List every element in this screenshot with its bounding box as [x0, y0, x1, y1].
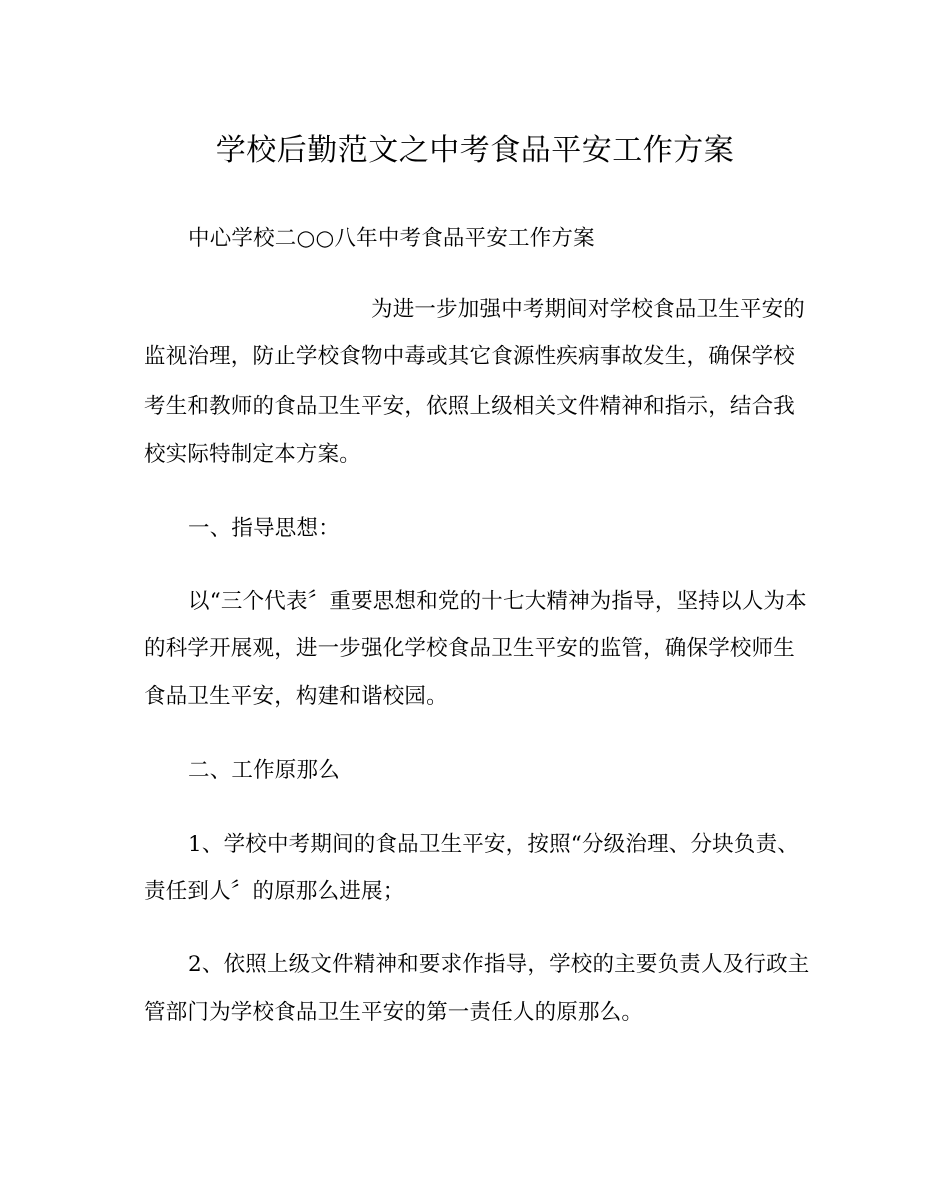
intro-line-1: 为进一步加强中考期间对学校食品卫生平安的	[371, 297, 806, 322]
document-title: 学校后勤范文之中考食品平安工作方案	[215, 133, 735, 168]
section-1-line-3: 食品卫生平安，构建和谐校园。	[144, 684, 448, 709]
intro-line-3: 考生和教师的食品卫生平安，依照上级相关文件精神和指示，结合我	[144, 394, 796, 419]
section-2-item-2-line-2: 管部门为学校食品卫生平安的第一责任人的原那么。	[144, 1000, 644, 1025]
section-2-item-2-line-1: 2、依照上级文件精神和要求作指导，学校的主要负责人及行政主	[188, 952, 810, 977]
intro-line-4: 校实际特制定本方案。	[144, 442, 362, 467]
section-2-item-1-line-2: 责任到人〞的原那么进展；	[144, 879, 405, 904]
section-2-item-1-line-1: 1、学校中考期间的食品卫生平安，按照“分级治理、分块负责、	[188, 832, 799, 857]
document-subtitle: 中心学校二○○八年中考食品平安工作方案	[188, 226, 595, 251]
section-2-heading: 二、工作原那么	[188, 758, 340, 783]
intro-line-2: 监视治理，防止学校食物中毒或其它食源性疾病事故发生，确保学校	[144, 344, 796, 369]
section-1-heading: 一、指导思想：	[188, 516, 340, 541]
section-1-line-2: 的科学开展观，进一步强化学校食品卫生平安的监管，确保学校师生	[144, 636, 796, 661]
section-1-line-1: 以“三个代表〞重要思想和党的十七大精神为指导，坚持以人为本	[188, 589, 807, 614]
